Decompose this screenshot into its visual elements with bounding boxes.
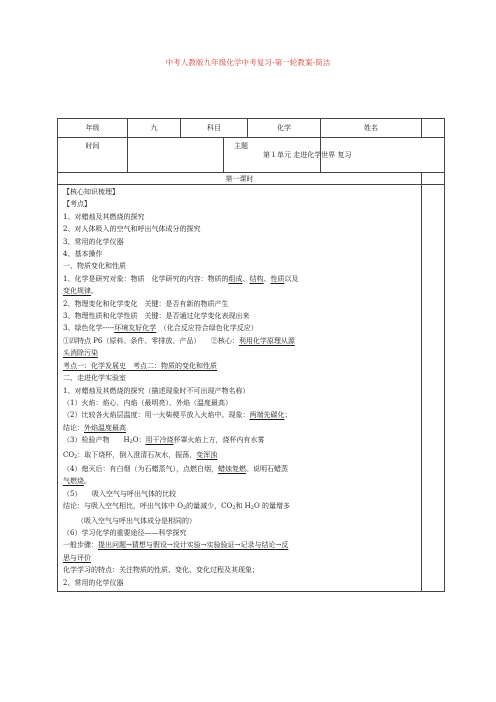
line-flame-temp: （2）比较各火焰层温度：用一火柴梗平放入火焰中。现象：两端先碳化； (63, 411, 292, 420)
line-flame-layers: （1）火焰：焰心、内焰（最明亮）、外焰（温度最高） (63, 398, 232, 407)
lesson-period: 第一课时 (58, 173, 422, 185)
line-green-chemistry: 3、绿色化学-----环境友好化学 （化合反应符合绿色化学反应） (63, 324, 258, 333)
content-cell (58, 185, 422, 592)
line-flame-conclusion: 结论：外焰温度最高 (63, 423, 126, 432)
margin-cell (422, 173, 445, 185)
line-research-object-cont: 变化规律。 (63, 287, 98, 296)
line-air-conclusion: 结论：与吸入空气相比，呼出气体中 $O_2$的量减少，$CO_2$和 $H_2O$ 的量增多 (63, 502, 290, 512)
name-label: 姓名 (321, 119, 422, 138)
line-general-steps-cont: 思与评价 (63, 553, 91, 562)
section-heading-lab: 二、走进化学实验室 (63, 374, 126, 383)
time-label: 时间 (58, 138, 128, 173)
line-air-compare: （5） 吸入空气与呼出气体的比较 (63, 489, 176, 498)
margin-cell-content (422, 185, 445, 592)
lesson-plan-table (57, 118, 445, 592)
name-value (422, 119, 445, 138)
topic-value (263, 138, 445, 173)
grade-value: 九 (128, 119, 181, 138)
line-research-object: 1、化学是研究对象：物质 化学研究的内容：物质的组成、结构、性质以及 (63, 274, 299, 283)
line-instruments: 3、常用的化学仪器 (63, 237, 124, 246)
line-extinguish: （4）熄灭后：有白烟（为石蜡蒸气），点燃白烟，蜡烛复燃。说明石蜡蒸 (63, 464, 288, 473)
line-physical-chemical-change: 2、物理变化和化学变化 关键：是否有新的物质产生 (63, 299, 229, 308)
line-scientific-inquiry: （6）学习化学的重要途径——科学探究 (63, 528, 187, 537)
line-extinguish-cont: 气燃烧。 (63, 477, 91, 486)
topic-label: 主题 (224, 138, 321, 173)
line-air-same: （吸入空气与呼出气体成分是相同的） (77, 516, 196, 525)
line-exam-point-history: 考点一：化学发展史 考点二：物质的变化和性质 (63, 361, 217, 370)
line-candle-observe: 1、对蜡烛及其燃烧的探究（描述现象时不可出现产物名称） (63, 386, 250, 395)
line-four-features-cont: 头消除污染 (63, 349, 98, 358)
line-product-water: （3）检验产物 $H_2O$：用干冷烧杯罩火焰上方，烧杯内有水雾 (63, 436, 265, 446)
line-breath-explore: 2、对人体吸入的空气和呼出气体成分的探究 (63, 225, 201, 234)
line-candle-explore: 1、对蜡烛及其燃烧的探究 (63, 212, 145, 221)
time-value (128, 138, 224, 173)
line-four-features: ①四特点 P6（原料、条件、零排放、产品） ②核心：利用化学原理从源 (63, 336, 295, 345)
line-physical-chemical-property: 3、物理性质和化学性质 关键：是否通过化学变化表现出来 (63, 312, 250, 321)
line-general-steps: 一般步骤：提出问题→猜想与假设→设计实验→实验验证→记录与结论→反 (63, 541, 289, 550)
grade-label: 年级 (58, 119, 128, 138)
section-heading-change: 一、物质变化和性质 (63, 262, 126, 271)
subject-label: 科目 (181, 119, 248, 138)
line-basic-ops: 4、基本操作 (63, 250, 103, 259)
line-core-knowledge: 【核心知识梳理】 (63, 188, 119, 196)
page-title: 中考人教版九年级化学中考复习-第一轮教案-简洁 (165, 58, 331, 67)
line-exam-points: 【考点】 (63, 200, 91, 209)
topic-value-text: 第１单元 走进化学世界 复习 (263, 151, 352, 159)
line-product-co2: $CO_2$：取下烧杯，倒入澄清石灰水，振荡，变浑浊 (63, 450, 218, 460)
line-common-instruments: 2、常用的化学仪器 (63, 578, 124, 587)
line-learning-features: 化学学习的特点：关注物质的性质、变化、变化过程及其现象； (63, 566, 259, 575)
subject-value: 化学 (248, 119, 321, 138)
